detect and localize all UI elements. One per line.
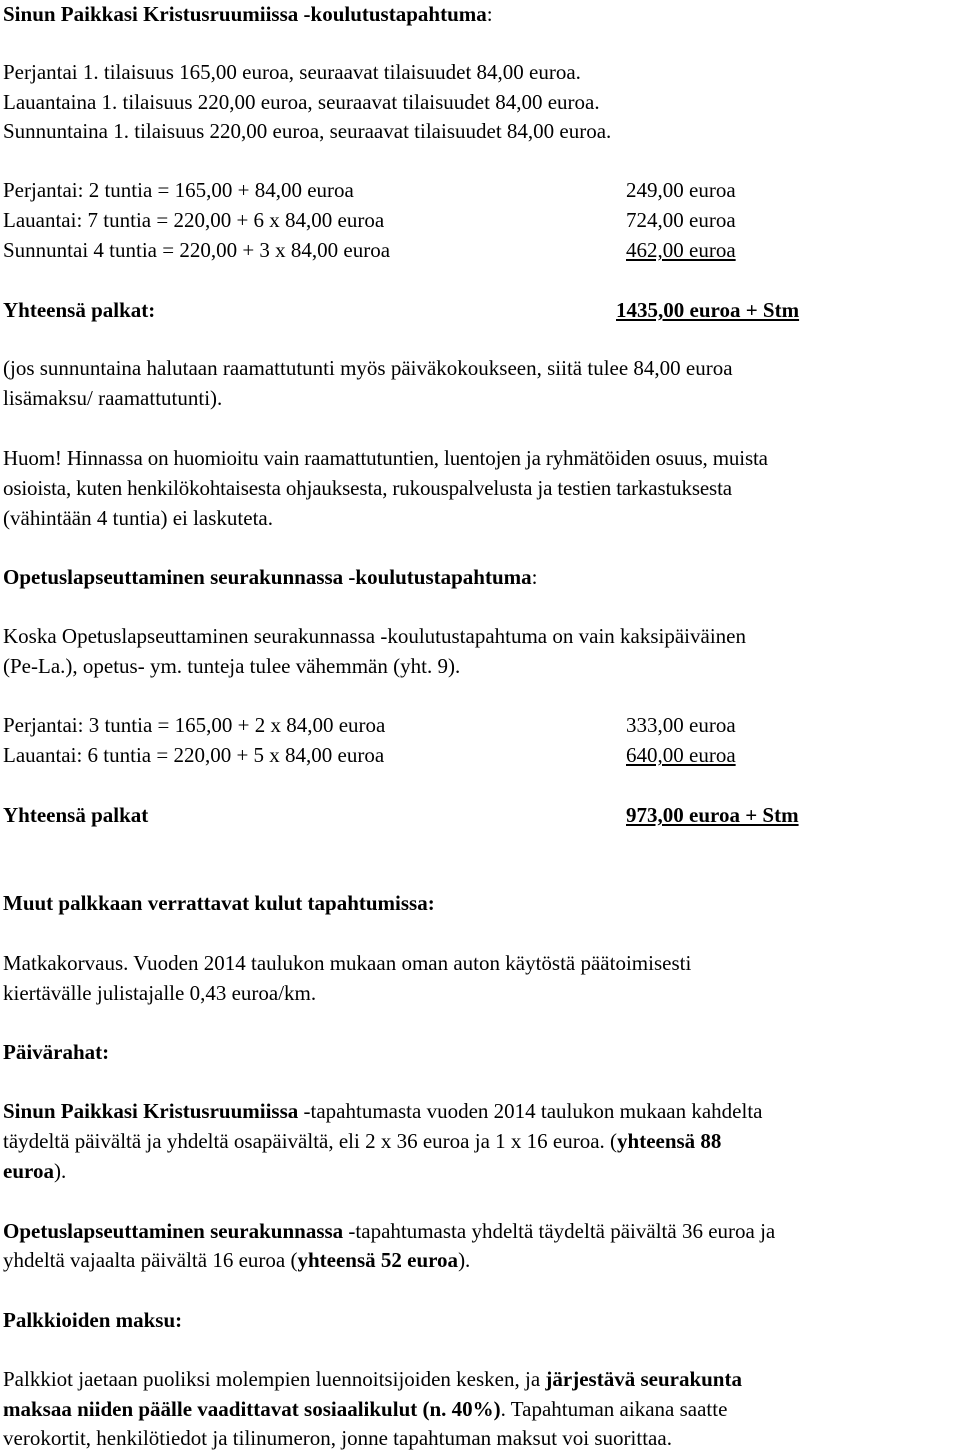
- kristus-heading: Sinun Paikkasi Kristusruumiissa -koulutustapahtuma:: [3, 2, 493, 26]
- opetus-heading: Opetuslapseuttaminen seurakunnassa -koulutustapahtuma:: [3, 565, 538, 589]
- palkkiot-line: Palkkiot jaetaan puoliksi molempien luennoitsijoiden kesken, ja järjestävä seurakunta: [3, 1367, 742, 1391]
- muut-title: Muut palkkaan verrattavat kulut tapahtumissa:: [3, 891, 435, 915]
- opetus-intro-line: Koska Opetuslapseuttaminen seurakunnassa -koulutustapahtuma on vain kaksipäiväinen: [3, 624, 746, 648]
- palkkiot-line: verokortit, henkilötiedot ja tilinumeron, jonne tapahtuman maksut voi suorittaa.: [3, 1426, 672, 1450]
- rate-line: Perjantai 1. tilaisuus 165,00 euroa, seuraavat tilaisuudet 84,00 euroa.: [3, 60, 581, 84]
- paivaraha-p2-line: yhdeltä vajaalta päivältä 16 euroa (yhteensä 52 euroa).: [3, 1248, 471, 1272]
- huom-line: osioista, kuten henkilökohtaisesta ohjauksesta, rukouspalvelusta ja testien tarkastuksesta: [3, 476, 732, 500]
- note-line: lisämaksu/ raamattutunti).: [3, 386, 223, 410]
- calc-amount: 724,00 euroa: [626, 208, 736, 232]
- paivaraha-p1-line: euroa).: [3, 1159, 67, 1183]
- paivaraha-p1-line: täydeltä päivältä ja yhdeltä osapäivältä, eli 2 x 36 euroa ja 1 x 16 euroa. (yhteensä 88: [3, 1129, 722, 1153]
- palkkiot-line: maksaa niiden päälle vaadittavat sosiaalikulut (n. 40%). Tapahtuman aikana saatte: [3, 1397, 728, 1421]
- calc-amount: 640,00 euroa: [626, 743, 736, 767]
- matka-line: Matkakorvaus. Vuoden 2014 taulukon mukaan oman auton käytöstä päätoimisesti: [3, 951, 692, 975]
- calc-label: Lauantai: 7 tuntia = 220,00 + 6 x 84,00 euroa: [3, 208, 385, 232]
- total-amount: 973,00 euroa + Stm: [626, 803, 799, 827]
- total-label: Yhteensä palkat:: [3, 298, 156, 322]
- total-amount: 1435,00 euroa + Stm: [616, 298, 800, 322]
- huom-line: (vähintään 4 tuntia) ei laskuteta.: [3, 506, 273, 530]
- calc-amount: 249,00 euroa: [626, 178, 736, 202]
- calc-amount: 462,00 euroa: [626, 238, 736, 262]
- palkkiot-title: Palkkioiden maksu:: [3, 1308, 183, 1332]
- rate-line: Sunnuntaina 1. tilaisuus 220,00 euroa, seuraavat tilaisuudet 84,00 euroa.: [3, 119, 612, 143]
- opetus-intro-line: (Pe-La.), opetus- ym. tunteja tulee vähemmän (yht. 9).: [3, 654, 461, 678]
- calc-label: Perjantai: 2 tuntia = 165,00 + 84,00 euroa: [3, 178, 354, 202]
- total-label: Yhteensä palkat: [3, 803, 149, 827]
- calc-label: Sunnuntai 4 tuntia = 220,00 + 3 x 84,00 euroa: [3, 238, 391, 262]
- matka-line: kiertävälle julistajalle 0,43 euroa/km.: [3, 981, 317, 1005]
- opetus-title: Opetuslapseuttaminen seurakunnassa -koulutustapahtuma: [3, 565, 532, 589]
- note-line: (jos sunnuntaina halutaan raamattutunti myös päiväkokoukseen, siitä tulee 84,00 euroa: [3, 356, 733, 380]
- paivaraha-p1-line: Sinun Paikkasi Kristusruumiissa -tapahtumasta vuoden 2014 taulukon mukaan kahdelta: [3, 1099, 763, 1123]
- calc-label: Lauantai: 6 tuntia = 220,00 + 5 x 84,00 euroa: [3, 743, 385, 767]
- calc-label: Perjantai: 3 tuntia = 165,00 + 2 x 84,00 euroa: [3, 713, 386, 737]
- huom-line: Huom! Hinnassa on huomioitu vain raamattutuntien, luentojen ja ryhmätöiden osuus, muista: [3, 446, 768, 470]
- paivaraha-p2-line: Opetuslapseuttaminen seurakunnassa -tapahtumasta yhdeltä täydeltä päivältä 36 euroa ja: [3, 1219, 776, 1243]
- calc-amount: 333,00 euroa: [626, 713, 736, 737]
- kristus-title: Sinun Paikkasi Kristusruumiissa -koulutustapahtuma: [3, 2, 487, 26]
- paivarahat-title: Päivärahat:: [3, 1040, 110, 1064]
- rate-line: Lauantaina 1. tilaisuus 220,00 euroa, seuraavat tilaisuudet 84,00 euroa.: [3, 90, 600, 114]
